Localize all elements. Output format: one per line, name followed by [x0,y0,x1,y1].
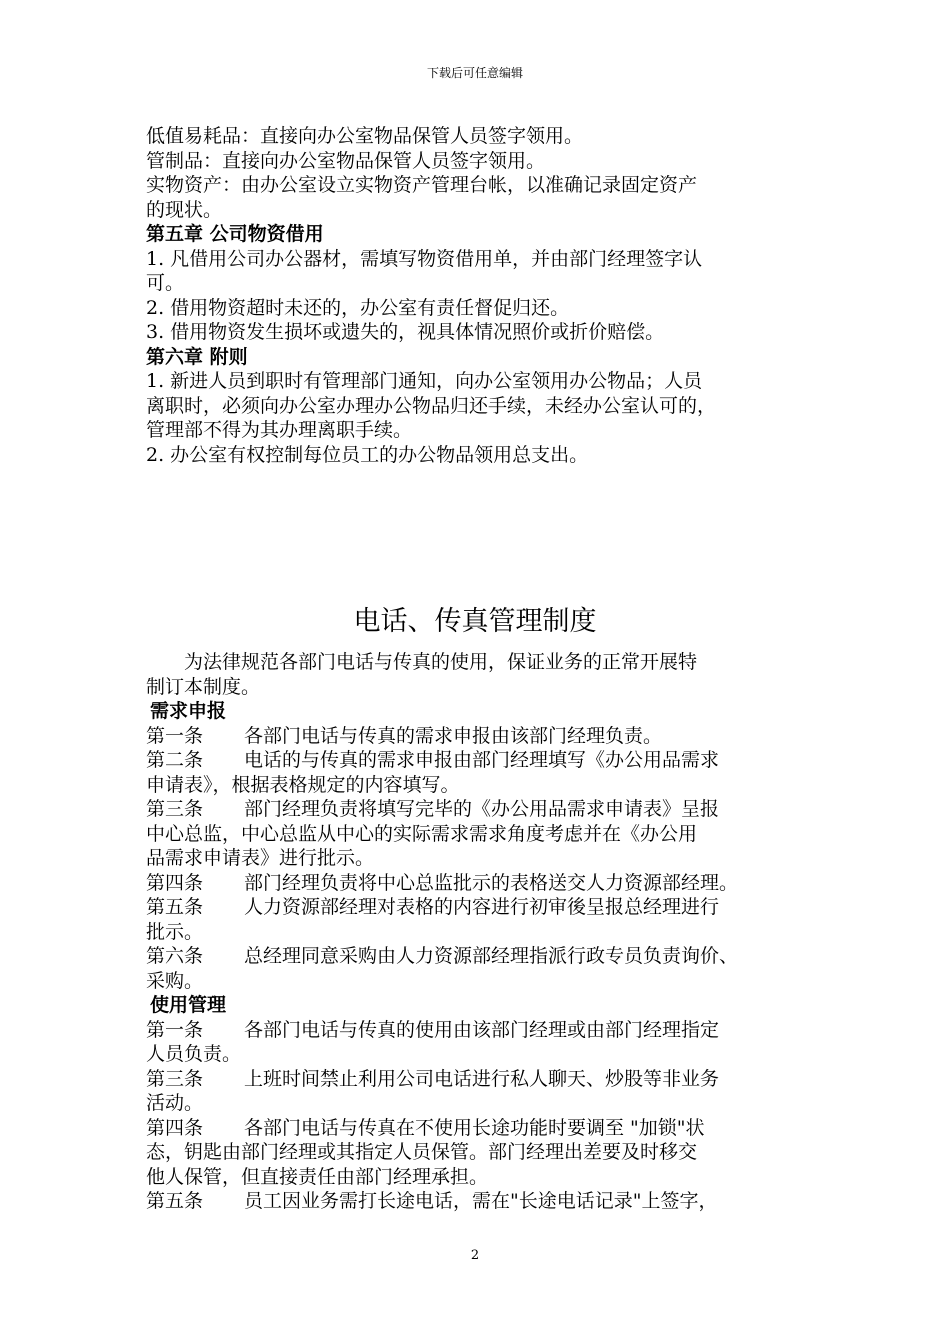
section-request-heading: 需求申报 [150,700,227,722]
article-continuation: 申请表》，根据表格规定的内容填写。 [146,773,460,796]
text-line: 1. 新进人员到职时有管理部门通知，向办公室领用办公物品；人员 [146,370,703,392]
article-line [146,797,810,822]
article-text: 部门经理负责将中心总监批示的表格送交人力资源部经理。 [244,871,739,894]
top-section [146,124,810,467]
article-label: 第六条 [146,945,204,967]
article-text: 各部门电话与传真在不使用长途功能时要调至 "加锁"状 [244,1116,705,1139]
text-line: 2. 办公室有权控制每位员工的办公物品领用总支出。 [146,443,589,466]
policy-title: 电话、传真管理制度 [353,606,597,637]
text-line: 1. 凡借用公司办公器材，需填写物资借用单，并由部门经理签字认 [146,247,703,270]
chapter-6-heading: 第六章 附则 [146,345,248,368]
header-note: 下载后可任意编辑 [426,66,523,80]
article-continuation: 他人保管，但直接责任由部门经理承担。 [146,1165,489,1188]
article-text: 各部门电话与传真的使用由该部门经理或由部门经理指定 [244,1018,720,1041]
text-line: 低值易耗品：直接向办公室物品保管人员签字领用。 [146,125,584,147]
article-continuation: 中心总监，中心总监从中心的实际需求需求角度考虑并在《办公用 [146,822,698,845]
article-text: 人力资源部经理对表格的内容进行初审後呈报总经理进行 [244,896,720,918]
policy-body [146,650,810,1214]
article-label: 第三条 [146,798,204,820]
article-line [146,724,810,749]
article-line [146,1018,810,1043]
article-continuation: 人员负责。 [146,1043,242,1065]
article-text: 各部门电话与传真的需求申报由该部门经理负责。 [244,724,663,747]
text-line: 3. 借用物资发生损坏或遗失的，视具体情况照价或折价赔偿。 [146,321,665,343]
article-label: 第一条 [146,724,204,747]
text-line: 2. 借用物资超时未还的，办公室有责任督促归还。 [146,296,570,319]
text-line: 可。 [146,272,185,294]
article-continuation: 品需求申请表》进行批示。 [146,847,375,869]
article-continuation: 态，钥匙由部门经理或其指定人员保管。部门经理出差要及时移交 [146,1141,698,1163]
article-line [146,895,810,920]
text-line: 的现状。 [146,198,223,221]
article-line [146,944,810,969]
article-line [146,1116,810,1141]
article-text: 部门经理负责将填写完毕的《办公用品需求申请表》呈报 [244,798,720,820]
chapter-5-heading: 第五章 公司物资借用 [146,223,324,245]
article-continuation: 活动。 [146,1092,204,1114]
article-text: 员工因业务需打长途电话，需在"长途电话记录"上签字， [244,1190,718,1212]
intro-line: 为法律规范各部门电话与传真的使用，保证业务的正常开展特 [146,651,698,673]
article-line [146,871,810,896]
article-line [146,1067,810,1092]
article-label: 第二条 [146,749,204,771]
article-label: 第四条 [146,871,204,894]
page-number: 2 [470,1248,480,1263]
article-text: 上班时间禁止利用公司电话进行私人聊天、炒股等非业务 [244,1067,720,1090]
text-line: 离职时，必须向办公室办理办公物品归还手续，未经办公室认可的， [146,394,717,417]
article-continuation: 批示。 [146,920,204,943]
article-line [146,748,810,773]
article-line [146,1189,810,1214]
text-line: 管理部不得为其办理离职手续。 [146,419,413,441]
text-line: 管制品：直接向办公室物品保管人员签字领用。 [146,149,546,172]
section-usage-heading: 使用管理 [150,994,227,1016]
article-label: 第五条 [146,1190,204,1212]
article-text: 电话的与传真的需求申报由部门经理填写《办公用品需求 [244,749,720,771]
article-text: 总经理同意采购由人力资源部经理指派行政专员负责询价、 [244,945,739,967]
text-line: 实物资产：由办公室设立实物资产管理台帐，以准确记录固定资产 [146,174,698,196]
article-label: 第五条 [146,896,204,918]
article-label: 第三条 [146,1067,204,1090]
intro-line: 制订本制度。 [146,675,261,698]
article-label: 第一条 [146,1018,204,1041]
article-continuation: 采购。 [146,969,204,992]
article-label: 第四条 [146,1116,204,1139]
